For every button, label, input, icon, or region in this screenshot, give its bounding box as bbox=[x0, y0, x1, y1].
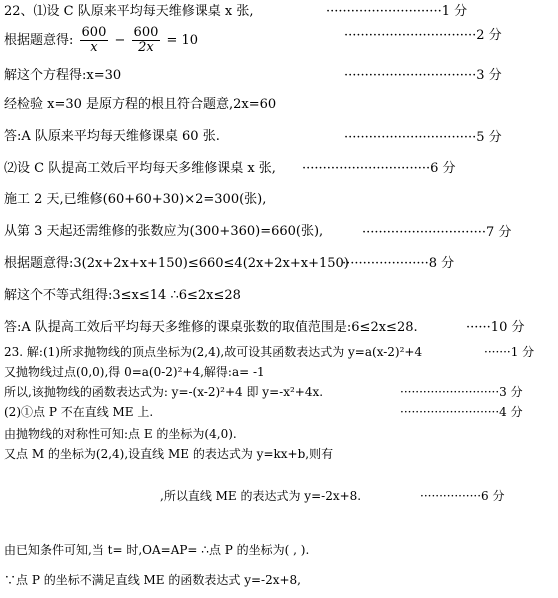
q23-line-8 bbox=[4, 542, 309, 558]
q22-points-6 bbox=[302, 161, 456, 177]
minus-sign: − bbox=[114, 33, 126, 48]
q23-line-6 bbox=[4, 446, 333, 462]
points-label: ·····················8 分 bbox=[342, 256, 455, 271]
fraction-denominator: 2x bbox=[138, 40, 154, 55]
q22-points-2 bbox=[344, 28, 502, 44]
q22-points-3 bbox=[344, 68, 502, 84]
q23-text-9: ∵点 P 的坐标不满足直线 ME 的函数表达式 y=-2x+8, bbox=[4, 573, 301, 587]
q22-line-10 bbox=[4, 288, 241, 304]
q22-line-1 bbox=[4, 4, 253, 20]
q22-text-2: 根据题意得: bbox=[4, 33, 74, 48]
q23-points-1 bbox=[484, 344, 534, 360]
q23-line-3 bbox=[4, 384, 323, 400]
points-label: ································2 分 bbox=[344, 28, 502, 43]
points-label: ··························4 分 bbox=[400, 405, 523, 419]
q22-line-7 bbox=[4, 192, 266, 208]
q22-text-6: ⑵设 C 队提高工效后平均每天多维修课桌 x 张, bbox=[4, 161, 276, 176]
q22-text-9: 根据题意得:3(2x+2x+x+150)≤660≤4(2x+2x+x+150) bbox=[4, 256, 349, 271]
q23-text-3: 所以,该抛物线的函数表达式为: y=-(x-2)²+4 即 y=-x²+4x. bbox=[4, 385, 324, 399]
q22-text-5: 答:A 队原来平均每天维修课桌 60 张. bbox=[4, 129, 220, 144]
fraction-numerator: 600 bbox=[81, 25, 107, 40]
q22-text-4: 经检验 x=30 是原方程的根且符合题意,2x=60 bbox=[4, 97, 277, 112]
points-label: ·······1 分 bbox=[484, 345, 535, 359]
q22-line-2 bbox=[4, 26, 198, 55]
q23-text-2: 又抛物线过点(0,0),得 0=a(0-2)²+4,解得:a= -1 bbox=[4, 365, 265, 379]
points-label: ································3 分 bbox=[344, 68, 502, 83]
q22-line-5 bbox=[4, 129, 220, 145]
q23-text-1: 23. 解:(1)所求抛物线的顶点坐标为(2,4),故可设其函数表达式为 y=a(x-2)²+4 bbox=[4, 345, 423, 359]
q22-line-3 bbox=[4, 68, 121, 84]
q22-line-6 bbox=[4, 161, 276, 177]
q22-line-8 bbox=[4, 224, 323, 240]
q22-points-1 bbox=[326, 4, 467, 20]
q23-line-4 bbox=[4, 404, 153, 420]
fraction-numerator: 600 bbox=[133, 25, 159, 40]
q23-line-1 bbox=[4, 344, 422, 360]
fraction-600-over-x bbox=[80, 26, 109, 55]
q22-points-11 bbox=[466, 320, 524, 336]
q23-text-6: 又点 M 的坐标为(2,4),设直线 ME 的表达式为 y=kx+b,则有 bbox=[4, 447, 334, 461]
q22-line-4 bbox=[4, 97, 276, 113]
q22-points-9 bbox=[342, 256, 454, 272]
q23-text-8: 由已知条件可知,当 t= 时,OA=AP= ∴点 P 的坐标为( , ). bbox=[4, 543, 310, 557]
q22-line-9 bbox=[4, 256, 349, 272]
points-label: ······························7 分 bbox=[362, 225, 512, 240]
q23-points-7 bbox=[420, 488, 504, 504]
points-label: ····························1 分 bbox=[326, 4, 468, 19]
points-label: ·······························6 分 bbox=[302, 161, 456, 176]
q22-text-11: 答:A 队提高工效后平均每天多维修的课桌张数的取值范围是:6≤2x≤28. bbox=[4, 320, 418, 335]
points-label: ··························3 分 bbox=[400, 385, 523, 399]
fraction-600-over-2x bbox=[132, 26, 161, 55]
fraction-denominator: x bbox=[90, 40, 98, 55]
q22-text-10: 解这个不等式组得:3≤x≤14 ∴6≤2x≤28 bbox=[4, 288, 241, 303]
points-label: ································5 分 bbox=[344, 130, 502, 145]
equals-value: = 10 bbox=[166, 33, 199, 48]
q23-line-9 bbox=[4, 572, 301, 588]
q23-line-5 bbox=[4, 426, 237, 442]
q23-points-4 bbox=[400, 404, 523, 420]
q22-text-7: 施工 2 天,已维修(60+60+30)×2=300(张), bbox=[4, 192, 267, 207]
q22-text-3: 解这个方程得:x=30 bbox=[4, 68, 122, 83]
q23-text-4: (2)①点 P 不在直线 ME 上. bbox=[4, 405, 154, 419]
points-label: ······10 分 bbox=[466, 320, 525, 335]
q22-points-8 bbox=[362, 225, 511, 241]
q23-line-2 bbox=[4, 364, 265, 380]
q22-points-5 bbox=[344, 130, 502, 146]
q23-points-3 bbox=[400, 384, 523, 400]
q22-text-1: 22、⑴设 C 队原来平均每天维修课桌 x 张, bbox=[4, 4, 254, 19]
q23-line-7 bbox=[160, 488, 361, 504]
q23-text-5: 由抛物线的对称性可知:点 E 的坐标为(4,0). bbox=[4, 427, 237, 441]
q23-text-7: ,所以直线 ME 的表达式为 y=-2x+8. bbox=[160, 489, 362, 503]
points-label: ················6 分 bbox=[420, 489, 505, 503]
q22-line-11 bbox=[4, 320, 418, 336]
q22-text-8: 从第 3 天起还需维修的张数应为(300+360)=660(张), bbox=[4, 224, 324, 239]
